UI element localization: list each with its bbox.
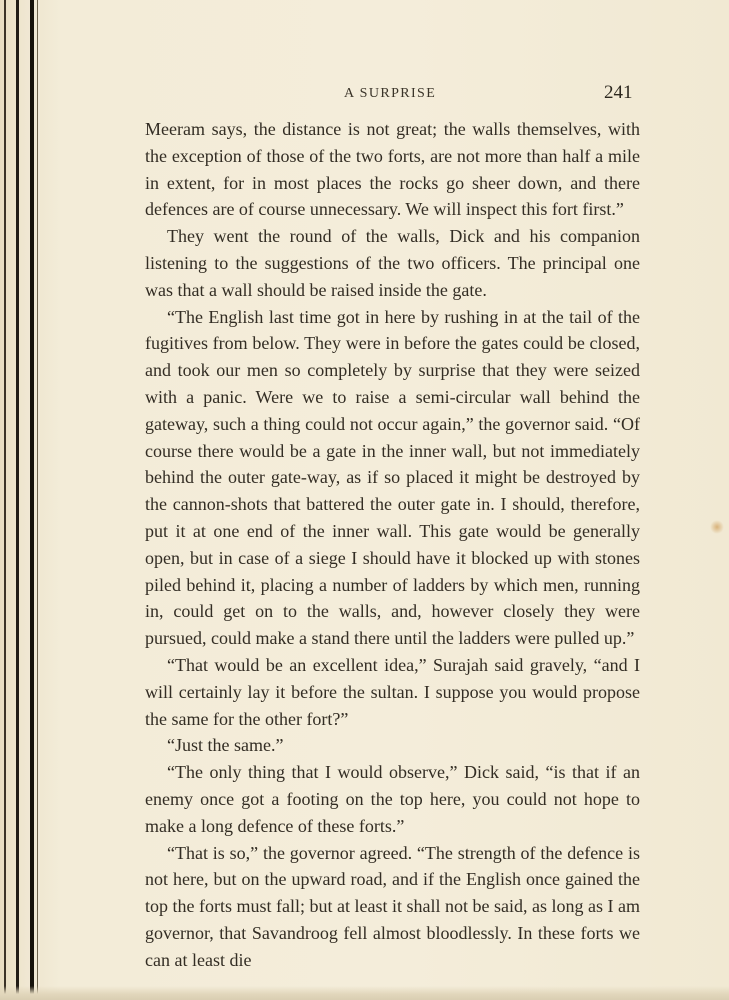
paragraph: “That would be an excellent idea,” Surajah said gravely, “and I will certainly lay it before the sultan. I suppose you would propose the same for the other fort?” <box>145 654 640 729</box>
page-binding-gutter <box>0 0 40 1000</box>
paragraph: “The English last time got in here by rushing in at the tail of the fugitives from below. They were in before the gates could be closed, and took our men so completely by surprise that they were seized with a panic. Were we to raise a semi-circular wall behind the gateway, such a thing could not occur again,” the governor said. “Of course there would be a gate in the inner wall, but not immediately behind the outer gate-way, as if so placed it might be destroyed by the cannon-shots that battered the outer gate in. I should, therefore, put it at one end of the inner wall. This gate would be generally open, but in case of a siege I should have it blocked up with stones piled behind it, placing a number of ladders by which men, running in, could get on to the walls, and, however closely they were pursued, could make a stand there until the ladders were pulled up.” <box>145 306 640 649</box>
binding-edge-line <box>16 0 19 1000</box>
paragraph: “Just the same.” <box>167 735 284 756</box>
paper-stain <box>710 520 724 534</box>
paragraph: They went the round of the walls, Dick and his companion listening to the suggestions of the two officers. The principal one was that a wall should be raised inside the gate. <box>145 226 640 300</box>
body-text <box>145 116 640 974</box>
running-head: A SURPRISE <box>344 86 437 101</box>
page-number: 241 <box>604 82 633 103</box>
binding-edge-line <box>4 0 6 1000</box>
paragraph: Meeram says, the distance is not great; the walls themselves, with the exception of those of the two forts, are not more than half a mile in extent, for in most places the rocks go sheer down, and there defences are of course unnecessary. We will inspect this fort first.” <box>145 119 640 220</box>
page-bottom-edge <box>0 986 729 1000</box>
binding-edge-line <box>37 0 38 1000</box>
binding-edge-line <box>30 0 34 1000</box>
paragraph: “The only thing that I would observe,” Dick said, “is that if an enemy once got a footing on the top here, you could not hope to make a long defence of these forts.” <box>145 762 640 836</box>
paragraph: “That is so,” the governor agreed. “The strength of the defence is not here, but on the upward road, and if the English once gained the top the forts must fall; but at least it shall not be said, as long as I am governor, that Savandroog fell almost bloodlessly. In these forts we can at least die <box>145 842 640 970</box>
